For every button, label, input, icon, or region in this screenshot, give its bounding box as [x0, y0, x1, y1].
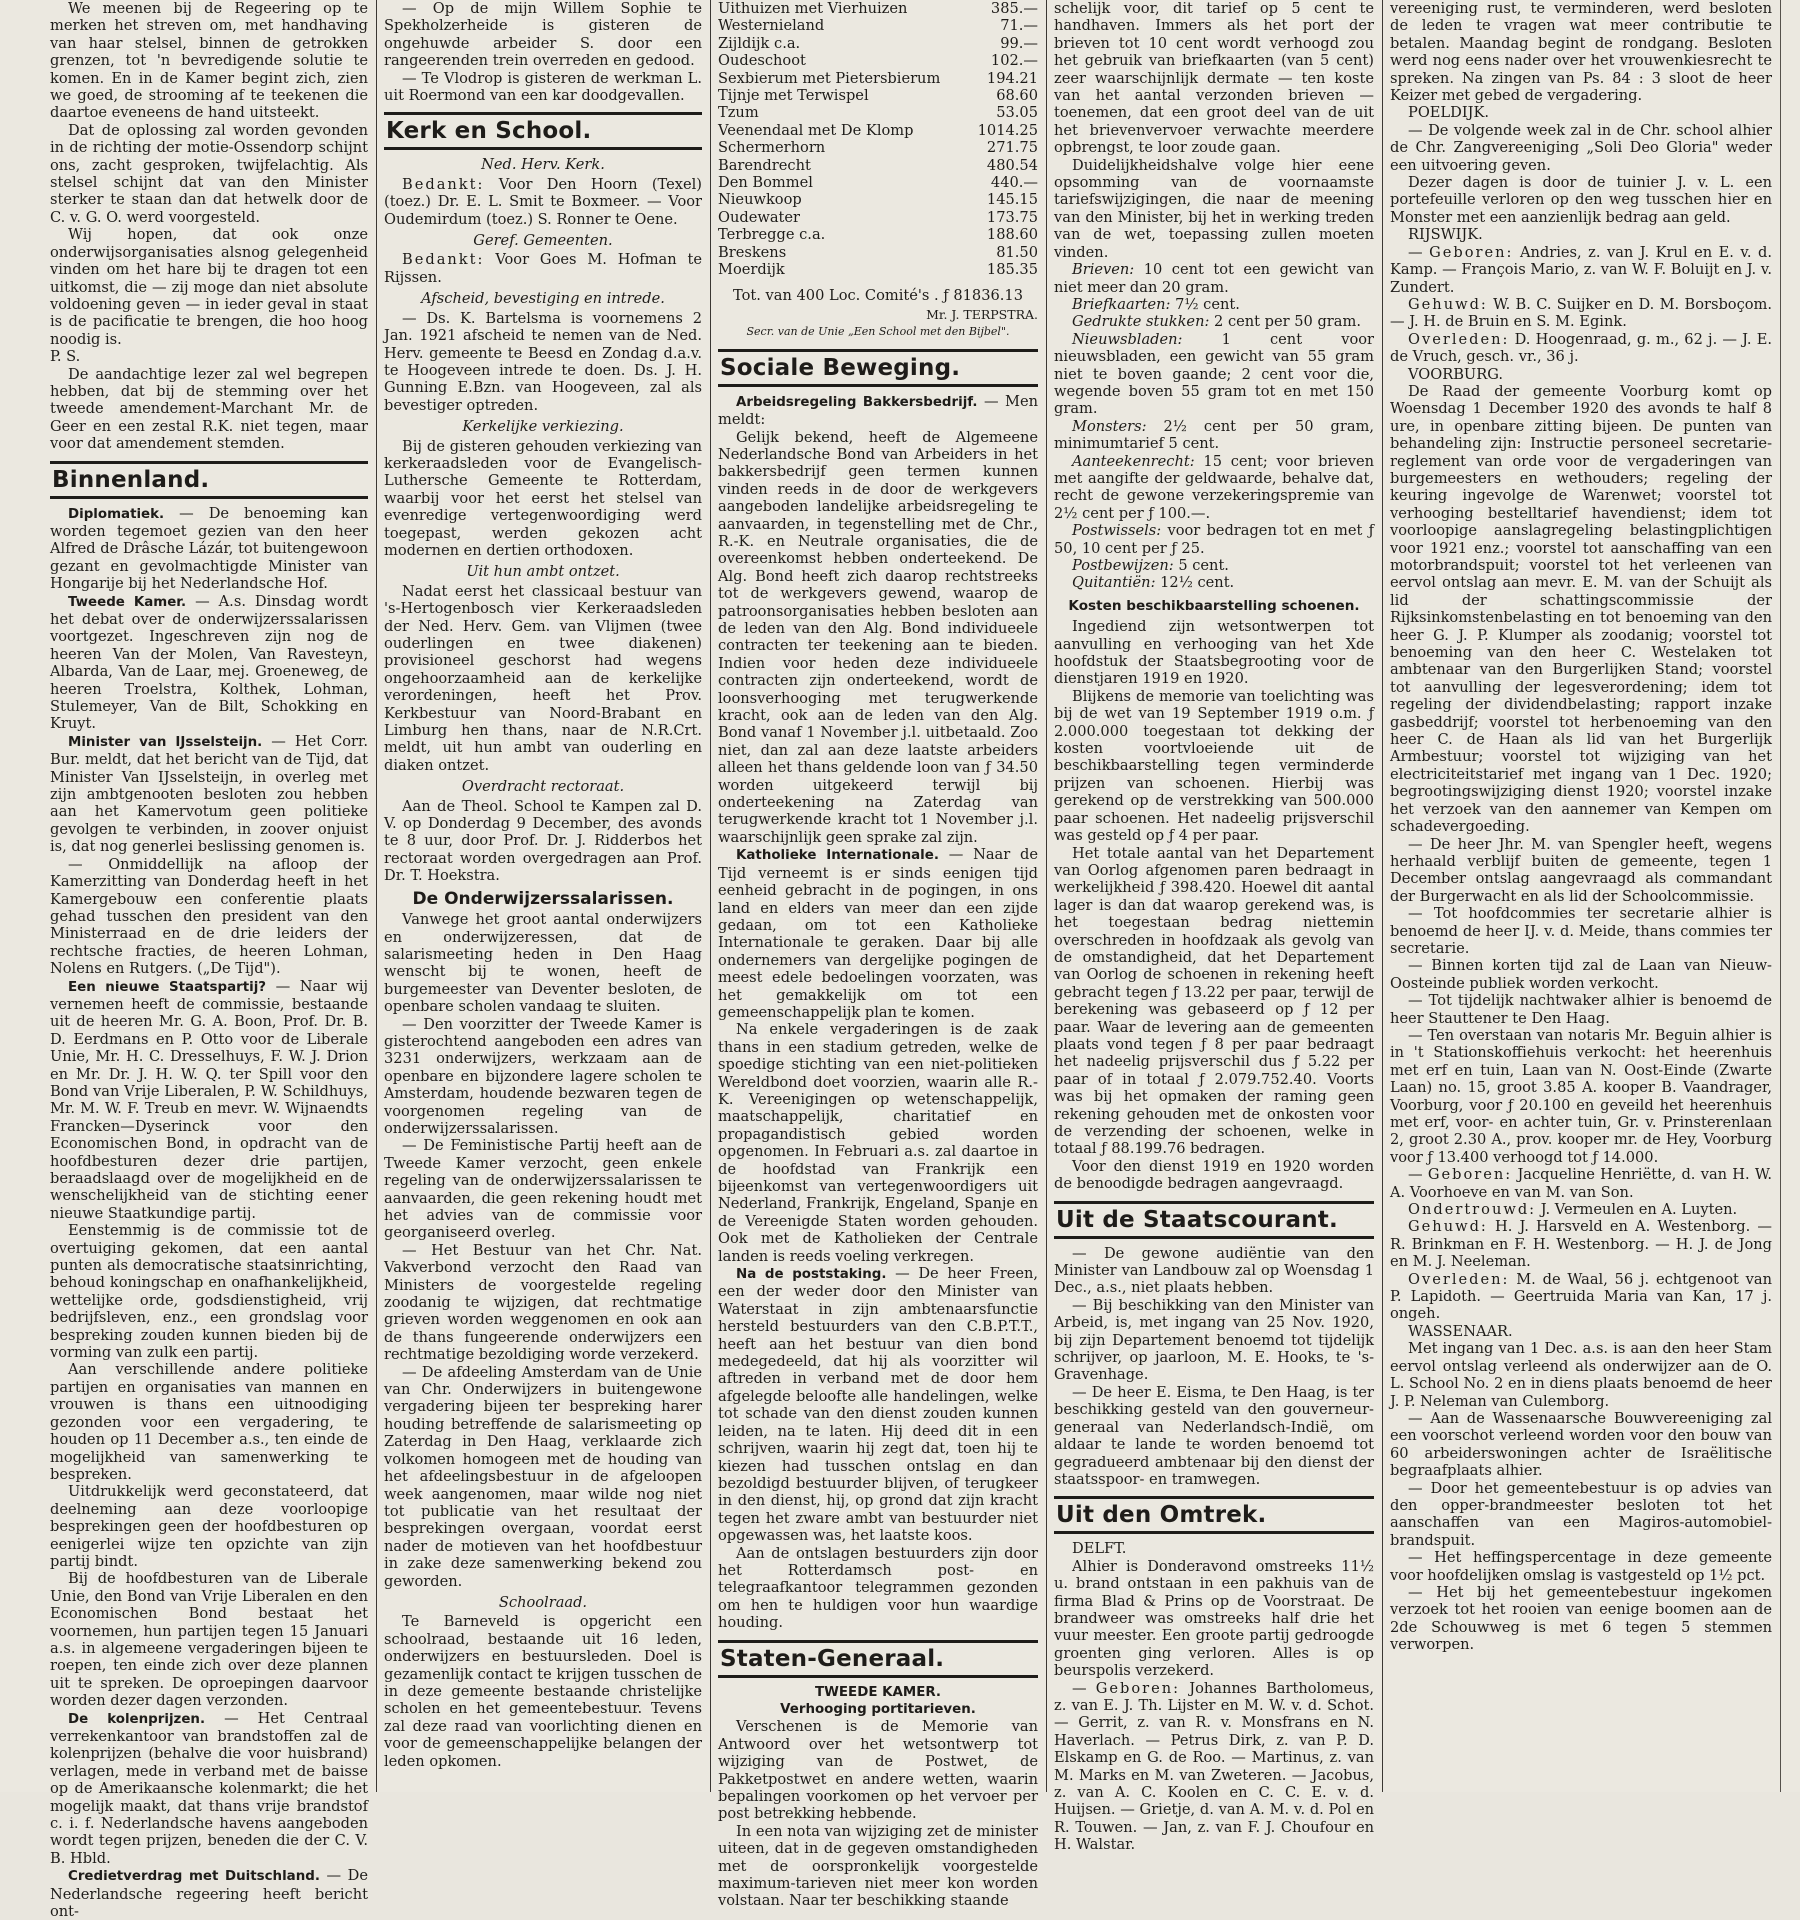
- article-paragraph: Te Barneveld is opgericht een schoolraad, bestaande uit 16 leden, onderwijzers en bestuursleden. Doel is gezamenlijk contact te krijgen tusschen de in deze gemeente bestaande christelijke scholen en het gemeentebestuur. Tevens zal deze raad van voorlichting dienen en voor de gemeenschappelijke belangen der leden opkomen.: [384, 1613, 702, 1770]
- news-item: [50, 856, 368, 978]
- tariff-text: 10 cent tot een gewicht van niet meer dan 20 gram.: [1054, 261, 1374, 296]
- article-paragraph: — Ds. K. Bartelsma is voornemens 2 Jan. 1921 afscheid te nemen van de Ned. Herv. gemeente te Beesd en Zondag d.a.v. te Hoogeveen intrede te doen. Ds. J. H. Gunning E.Bzn. van Hoogeveen, zal als bevestiger optreden.: [384, 309, 702, 414]
- article-paragraph: — Het heffingspercentage in deze gemeente voor hoofdelijken omslag is vastgesteld op 1½ pct.: [1390, 1549, 1772, 1584]
- text: Voor Den Hoorn (Texel) (toez.) Dr. E. L. Smit te Boxmeer. — Voor Oudemirdum (toez.) S. Ronner te Oene.: [384, 175, 702, 228]
- civil-registry: — Geboren: Jacqueline Henriëtte, d. van H. W. A. Voorhoeve en van M. van Son.: [1390, 1166, 1772, 1201]
- text: W. B. C. Suijker en D. M. Borsboçom. — J. H. de Bruin en S. M. Egink.: [1390, 295, 1773, 331]
- item-text: Bij de hoofdbesturen van de Liberale Unie, den Bond van Vrije Liberalen en den Economischen Bond bestaat het voornemen, hun partijen tegen 15 Januari a.s. in algemeene vergaderingen bijeen te roepen, ten einde zich over deze plannen uit te spreken. De oproepingen daarvoor worden dezer dagen verzonden.: [50, 1570, 368, 1710]
- place-label: POELDIJK.: [1408, 104, 1489, 122]
- news-item: [50, 978, 368, 1223]
- subheading: Kerkelijke verkiezing.: [462, 418, 624, 436]
- article-paragraph: — De heer Jhr. M. van Spengler heeft, wegens herhaald verblijf buiten de gemeente, tegen 1 December ontslag aangevraagd als commandant der Burgerwacht en als lid der Schoolcommissie.: [1390, 835, 1772, 905]
- section-title-staten-generaal: Staten-Generaal.: [718, 1640, 1038, 1678]
- tariff-item: [1054, 261, 1374, 296]
- news-item: [718, 429, 1038, 847]
- tariff-label: Postwissels:: [1072, 522, 1162, 540]
- tariff-text: 12½ cent.: [1160, 574, 1235, 592]
- section-title-kerk-en-school: Kerk en School.: [384, 112, 702, 150]
- item-text: — De heer Freen, een der weder door den Minister van Waterstaat in zijn ambtenaarsfunctie hersteld bestuurders van den C.B.P.T.T., heeft aan het bestuur van dien bond medegedeeld, dat hij als voorzitter wil aftreden in verband met de door hem afgelegde beloofte alle handelingen, welke tot schade van den dienst zouden kunnen leiden, na te laten. Hij deed dit in een schrijven, waarin hij zegt dat, toen hij te kiezen had tusschen ontslag en dan bezoldigd bestuurder blijven, of terugkeer in den dienst, hij, op grond dat zijn kracht tegen het zware ambt van bestuurder niet opgewassen was, het laatste koos.: [718, 1265, 1039, 1545]
- col1-top: [50, 0, 368, 348]
- amount: 102.—: [990, 52, 1038, 70]
- article-paragraph: We meenen bij de Regeering op te merken het streven om, met handhaving van haar stelsel, binnen de getrokken grenzen, tot 'n bevredigende solutie te komen. En in de Kamer begint zich, zien we goed, de strooming af te teekenen die daartoe eveneens de hand uitsteekt.: [50, 0, 368, 122]
- item-kicker: De kolenprijzen.: [68, 1711, 206, 1727]
- amount: 440.—: [990, 174, 1038, 192]
- news-item: [50, 593, 368, 733]
- item-text: — De benoeming kan worden tegemoet gezien van den heer Alfred de Drâsche Lázár, tot buitengewoon gezant en gevolmachtigde Minister van Hongarije bij het Nederlandsche Hof.: [50, 504, 368, 593]
- place-name: Oudewater: [718, 208, 801, 226]
- amount: 99.—: [1000, 34, 1038, 52]
- place-name: Terbregge c.a.: [718, 226, 826, 244]
- amount: 53.05: [996, 104, 1038, 122]
- tariff-text: 5 cent.: [1178, 557, 1229, 574]
- signature: Mr. J. TERPSTRA.: [926, 306, 1038, 322]
- amount: 185.35: [986, 261, 1038, 279]
- table-row: [718, 209, 1038, 226]
- news-item: [50, 1222, 368, 1361]
- tariff-item: [1054, 313, 1374, 330]
- subheading: Geref. Gemeenten.: [473, 232, 613, 250]
- text: D. Hoogenraad, g. m., 62 j. — J. E. de Vruch, gesch. vr., 36 j.: [1390, 330, 1772, 366]
- article-paragraph: Wij hopen, dat ook onze onderwijsorganisaties alsnog gelegenheid vinden om het hare bij te dragen tot een uitkomst, die — zij moge dan niet absolute voldoening geven — in ieder geval in staat is de pacificatie te brengen, die hoo hoog noodig is.: [50, 226, 368, 348]
- item-text: — Men meldt:: [718, 392, 1038, 429]
- news-item: [718, 1265, 1038, 1545]
- subheading: Schoolraad.: [498, 1593, 588, 1611]
- article-paragraph: Dat de oplossing zal worden gevonden in de richting der motie-Ossendorp schijnt ons, zacht gesproken, twijfelachtig. Als stelsel schijnt dat van den Minister sterker te staan dan dat hetwelk door de C. v. G. O. werd voorgesteld.: [50, 121, 368, 226]
- article-paragraph: [384, 176, 702, 228]
- section-title-omtrek: Uit den Omtrek.: [1054, 1496, 1374, 1534]
- civil-registry: [1390, 1218, 1772, 1270]
- text: M. de Waal, 56 j. echtgenoot van P. Lapidoth. — Geertruida Maria van Kan, 17 j. ongeh.: [1390, 1270, 1772, 1323]
- article-paragraph: — Ten overstaan van notaris Mr. Beguin alhier is in 't Stationskoffiehuis verkocht: het heerenhuis met erf en tuin, Laan van N. Oost-Einde (Zwarte Laan) no. 15, groot 3.85 A. kooper B. Vaandrager, Voorburg, voor ƒ 20.100 en geveild het heerenhuis met erf, voor- en achter tuin, Gr. v. Prinsterenlaan 2, groot 2.30 A., prov. kooper mr. de Hey, Voorburg voor ƒ 13.400 verhoogd tot ƒ 14.000.: [1390, 1026, 1772, 1166]
- article-paragraph: — Het bij het gemeentebestuur ingekomen verzoek tot het rooien van eenige boomen aan de 2de Schouwweg is met 6 tegen 5 stemmen verworpen.: [1390, 1583, 1772, 1654]
- subheading: Uit hun ambt ontzet.: [466, 563, 620, 581]
- tariff-item: [1054, 453, 1374, 523]
- article-paragraph: — Het Bestuur van het Chr. Nat. Vakverbond verzocht den Raad van Ministers de voorgestelde regeling zoodanig te wijzigen, dat rechtmatige grieven worden weggenomen en ook aan de thans fungeerende onderwijzers een rechtmatige bezoldiging worde verzekerd.: [384, 1241, 702, 1364]
- table-row: [718, 0, 1038, 17]
- tariff-item: [1054, 574, 1374, 591]
- item-text: — Het Corr. Bur. meldt, dat het bericht van de Tijd, dat Minister Van IJsselsteijn, in overleg met zijn ambtgenooten besloten zou hebben aan het Kamervotum geen politieke gevolgen te verbinden, in zoover onjuist is, dat nog generlei beslissing genomen is.: [50, 732, 369, 856]
- place-label: WASSENAAR.: [1408, 1322, 1513, 1340]
- tariff-label: Nieuwsbladen:: [1072, 330, 1183, 348]
- section-title-sociale-beweging: Sociale Beweging.: [718, 349, 1038, 387]
- table-row: [718, 52, 1038, 69]
- news-item: [50, 1867, 368, 1920]
- item-text: Aan de ontslagen bestuurders zijn door het Rotterdamsch post- en telegraafkantoor telegrammen gezonden om hen te huldigen voor hun waardige houding.: [718, 1544, 1038, 1632]
- article-paragraph: Met ingang van 1 Dec. a.s. is aan den heer Stam eervol ontslag verleend als onderwijzer aan de O. L. School No. 2 en in diens plaats benoemd de heer J. P. Neleman van Culemborg.: [1390, 1340, 1772, 1410]
- table-row: [718, 157, 1038, 174]
- ps-text: De aandachtige lezer zal wel begrepen hebben, dat bij de stemming over het tweede amendement-Marchant Mr. de Geer en een zestal R.K. niet tegen, maar voor dat amendement stemden.: [50, 365, 368, 453]
- section-title-staatscourant: Uit de Staatscourant.: [1054, 1201, 1374, 1239]
- label: Overleden:: [1408, 330, 1510, 348]
- table-total: Tot. van 400 Loc. Comité's . ƒ 81836.13: [733, 286, 1023, 304]
- tariff-item: [1054, 331, 1374, 418]
- item-text: — Onmiddellijk na afloop der Kamerzitting van Donderdag heeft in het Kamergebouw een conferentie plaats gehad tusschen den president van den Ministerraad en de drie leiders der rechtsche fracties, de heeren Lohman, Nolens en Rutgers. („De Tijd").: [50, 855, 368, 978]
- text: H. J. Harsveld en A. Westenborg. — R. Brinkman en F. H. Westenborg. — H. J. de Jong en M. J. Neeleman.: [1390, 1218, 1772, 1271]
- label: Geboren:: [1427, 1166, 1513, 1184]
- text: Jacqueline Henriëtte, d. van H. W. A. Voorhoeve en van M. van Son.: [1390, 1166, 1772, 1201]
- tariff-label: Monsters:: [1072, 417, 1147, 435]
- tariff-label: Postbewijzen:: [1072, 557, 1174, 574]
- place-name: Oudeschoot: [718, 52, 806, 70]
- ps-label: P. S.: [50, 348, 81, 366]
- place-name: Sexbierum met Pietersbierum: [718, 69, 941, 87]
- item-kicker: Credietverdrag met Duitschland.: [68, 1869, 320, 1885]
- subheading: Ned. Herv. Kerk.: [481, 156, 605, 174]
- text: Andries, z. van J. Krul en E. v. d. Kamp. — François Mario, z. van W. F. Boluijt en J. v. Zundert.: [1390, 243, 1773, 296]
- label: Gehuwd:: [1408, 295, 1488, 313]
- news-item: [718, 393, 1038, 429]
- label: Bedankt:: [402, 251, 485, 269]
- item-text: — A.s. Dinsdag wordt het debat over de onderwijzerssalarissen voortgezet. Ingeschreven zijn nog de heeren Van der Molen, Van Ravesteyn, Albarda, Van de Laar, mej. Groeneweg, de heeren Troelstra, Kolthek, Lohman, Stulemeyer, Van de Bilt, Schokking en Kruyt.: [50, 592, 368, 733]
- label: Geboren:: [1095, 1679, 1181, 1697]
- tariff-label: Gedrukte stukken:: [1072, 313, 1210, 331]
- table-row: [718, 244, 1038, 261]
- table-row: [718, 104, 1038, 121]
- item-text: Uitdrukkelijk werd geconstateerd, dat deelneming aan deze voorloopige besprekingen geen der hoofdbesturen op eenigerlei wijze ten opzichte van zijn partij bindt.: [50, 1483, 368, 1570]
- table-row: [718, 17, 1038, 34]
- news-item: [718, 1545, 1038, 1632]
- article-paragraph: [384, 251, 702, 286]
- item-text: — De Nederlandsche regeering heeft bericht ont-: [50, 1867, 368, 1920]
- place-name: Tzum: [718, 104, 759, 122]
- article-paragraph: — Op de mijn Willem Sophie te Spekholzerheide is gisteren de ongehuwde arbeider S. door een rangeerenden trein overreden en gedood.: [384, 0, 702, 70]
- amount: 71.—: [1000, 17, 1038, 35]
- tariff-text: 2 cent per 50 gram.: [1214, 313, 1361, 331]
- place-name: Tijnje met Terwispel: [718, 87, 869, 105]
- place-name: Veenendaal met De Klomp: [718, 121, 914, 139]
- article-paragraph: — De Feministische Partij heeft aan de Tweede Kamer verzocht, geen enkele regeling van de onderwijzerssalarissen te aanvaarden, die geen rekening houdt met het advies van de commissie voor georganiseerd overleg.: [384, 1137, 702, 1242]
- text: J. Vermeulen en A. Luyten.: [1540, 1201, 1738, 1219]
- article-paragraph: — De volgende week zal in de Chr. school alhier de Chr. Zangvereeniging „Soli Deo Gloria" weder een uitvoering geven.: [1390, 121, 1772, 174]
- article-paragraph: Alhier is Donderavond omstreeks 11½ u. brand ontstaan in een pakhuis van de firma Blad & Prins op de Voorstraat. De brandweer was omstreeks half drie het vuur meester. Een groote partij gedroogde groenten ging verloren. Alles is op beurspolis verzekerd.: [1054, 1557, 1374, 1680]
- news-item: [718, 1021, 1038, 1265]
- article-paragraph: Duidelijkheidshalve volge hier eene opsomming van de voornaamste tariefswijzigingen, die naar de meening van den Minister, bij het in werking treden van de wet, toepassing zullen moeten vinden.: [1054, 156, 1374, 261]
- article-paragraph: — Tot hoofdcommies ter secretarie alhier is benoemd de heer IJ. v. d. Meide, thans commies ter secretarie.: [1390, 905, 1772, 957]
- news-item: [50, 505, 368, 593]
- amount: 194.21: [986, 69, 1038, 87]
- civil-registry: — Geboren: Andries, z. van J. Krul en E. v. d. Kamp. — François Mario, z. van W. F. Boluijt en J. v. Zundert.: [1390, 243, 1773, 296]
- text: Voor Goes M. Hofman te Rijssen.: [384, 251, 703, 286]
- place-name: Moerdijk: [718, 261, 785, 279]
- amount: 271.75: [986, 139, 1038, 157]
- subheading: Afscheid, bevestiging en intrede.: [421, 290, 665, 308]
- item-text: Na enkele vergaderingen is de zaak thans in een stadium getreden, welke de spoedige stichting van een niet-politieken Wereldbond doet voorzien, waarin alle R.-K. Vereenigingen op wetenschappelijk, maatschappelijk, charitatief en propagandistisch gebied worden opgenomen. In Februari a.s. zal daartoe in de hoofdstad van Frankrijk een bijeenkomst van vertegenwoordigers uit Nederland, Frankrijk, Engeland, Spanje en de Vereenigde Staten worden gehouden. Ook met de Katholieken der Centrale landen is reeds voeling verkregen.: [718, 1021, 1038, 1265]
- tariff-label: Quitantiën:: [1072, 574, 1156, 592]
- column-3: [718, 0, 1039, 1910]
- article-paragraph: Bij de gisteren gehouden verkiezing van kerkeraadsleden voor de Evangelisch-Luthersche Gemeente te Rotterdam, waarbij voor het eerst het stelsel van evenredige vertegenwoordiging werd toegepast, werden gekozen acht modernen en dertien orthodoxen.: [384, 437, 702, 559]
- place-name: Barendrecht: [718, 156, 811, 174]
- place-name: Den Bommel: [718, 174, 813, 192]
- news-item: [718, 846, 1038, 1021]
- section-title-binnenland: Binnenland.: [50, 461, 368, 499]
- tariff-text: 1 cent voor nieuwsbladen, een gewicht van 55 gram niet te boven gaande; 2 cent voor die, wegende boven 55 gram tot en met 150 gram.: [1054, 330, 1374, 418]
- amount: 188.60: [986, 226, 1038, 244]
- amount: 173.75: [986, 208, 1038, 226]
- place-name: Nieuwkoop: [718, 191, 802, 209]
- article-paragraph: schelijk voor, dit tarief op 5 cent te handhaven. Immers als het port der brieven tot 10 cent wordt verhoogd zou het gebruik van briefkaarten (van 5 cent) zeer waarschijnlijk dermate — ten koste van het aantal verzonden brieven — toenemen, dat een groot deel van de uit het brievenvervoer verwachte meerdere opbrengst, te loor zoude gaan.: [1054, 0, 1374, 157]
- column-rule: [710, 0, 711, 1792]
- place-label: DELFT.: [1072, 1540, 1127, 1558]
- place-name: Breskens: [718, 243, 787, 261]
- civil-registry: [1390, 1201, 1772, 1218]
- article-paragraph: De Raad der gemeente Voorburg komt op Woensdag 1 December 1920 des avonds te half 8 ure, in openbare zitting bijeen. De punten van behandeling zijn: Instructie personeel secretarie-reglement van orde voor de vergaderingen van burgemeesters en wethouders; regeling der keuring ingevolge de Warenwet; voorstel tot verhooging bestelltarief havendienst; idem tot voorloopige aanslagregeling belastingplichtigen voor 1921 enz.; voorstel tot aanschaffing van een motorbrandspuit; voorstel tot het verleenen van eervol ontslag aan mevr. E. M. van der Schuijt als lid der schattingscommissie der Rijksinkomstenbelasting en tot benoeming van den heer G. J. P. Klumper als zoodanig; voorstel tot benoeming van den heer C. Westelaken tot ambtenaar van den Burgerlijken Stand; voorstel tot aanvulling der legesverordening; idem tot regeling der dividendbelasting; rapport inzake gasbeddrijf; voorstel tot herbenoeming van den heer C. de Haan als lid van het Burgerlijk Armbestuur; voorstel tot wijziging van het electriciteitstarief met ingang van 1 Dec. 1920; begrootingswijziging dienst 1920; voorstel inzake het verzoek van den aannemer van Kempen om schadevergoeding.: [1390, 382, 1772, 836]
- civil-registry: — Geboren: Johannes Bartholomeus, z. van E. J. Th. Lijster en M. W. v. d. Schot. — Gerrit, z. van R. v. Monsfrans en N. Haverlach. — Petrus Dirk, z. van P. D. Elskamp en G. de Roo. — Martinus, z. van M. Marks en M. van Zweteren. — Jacobus, z. van A. C. Koolen en C. C. E. v. d. Huijsen. — Grietje, d. van A. M. v. d. Pol en R. Touwen. — Jan, z. van F. J. Choufour en H. Walstar.: [1054, 1679, 1374, 1854]
- place-label: VOORBURG.: [1408, 365, 1503, 383]
- tariff-item: [1054, 522, 1374, 557]
- item-text: Gelijk bekend, heeft de Algemeene Nederlandsche Bond van Arbeiders in het bakkersbedrijf geen termen kunnen vinden reeds in de door de werkgevers aangeboden landelijke arbeidsregeling te aanvaarden, in tegenstelling met de Chr., R.-K. en Neutrale organisaties, die de overeenkomst hebben onderteekend. De Alg. Bond heeft zich daarop rechtstreeks tot de werkgevers gewend, waarop de patroonsorganisaties hebben besloten aan de leden van den Alg. Bond individueele contracten ter teekening aan te bieden. Indien voor heden deze individueele contracten zijn onderteekend, wordt de loonsverhooging met terugwerkende kracht, ook aan de leden van den Alg. Bond vanaf 1 November j.l. uitbetaald. Zoo niet, dan zal aan deze laatste arbeiders alleen het thans geldende loon van ƒ 34.50 worden uitgekeerd terwijl bij onderteekening na Zaterdag van terugwerkende kracht tot 1 November j.l. waarschijnlijk geen sprake zal zijn.: [718, 428, 1038, 846]
- item-kicker: Tweede Kamer.: [68, 594, 187, 610]
- article-paragraph: Ingediend zijn wetsontwerpen tot aanvulling en verhooging van het Xde hoofdstuk der Staatsbegrooting voor de dienstjaren 1919 en 1920.: [1054, 618, 1374, 688]
- amount: 385.—: [990, 0, 1038, 17]
- right-margin-rule: [1780, 0, 1781, 1792]
- tariff-item: [1054, 557, 1374, 574]
- subheading-tweede-kamer: TWEEDE KAMER.: [815, 1684, 941, 1700]
- amount: 81.50: [996, 243, 1038, 261]
- article-paragraph: — De heer E. Eisma, te Den Haag, is ter beschikking gesteld van den gouverneur-generaal van Nederlandsch-Indië, om aldaar te lande te worden benoemd tot gegradueerd ambtenaar bij den dienst der staatsspoor- en tramwegen.: [1054, 1383, 1374, 1488]
- article-paragraph: — De afdeeling Amsterdam van de Unie van Chr. Onderwijzers in buitengewone vergadering bijeen ter bespreking harer houding betreffende de salarismeeting op Zaterdag in Den Haag, verklaarde zich volkomen homogeen met de houding van het afdeelingsbestuur in de afgeloopen week aangenomen, maar wilde nog niet tot publicatie van het resultaat der besprekingen overgaan, voordat eerst nader de motieven van het hoofdbestuur in zake deze samenwerking bekend zou geworden.: [384, 1363, 702, 1590]
- article-paragraph: Voor den dienst 1919 en 1920 worden de benoodigde bedragen aangevraagd.: [1054, 1157, 1374, 1193]
- place-name: Uithuizen met Vierhuizen: [718, 0, 908, 17]
- civil-registry: [1390, 296, 1772, 331]
- news-item: [50, 1361, 368, 1483]
- text: Johannes Bartholomeus, z. van E. J. Th. Lijster en M. W. v. d. Schot. — Gerrit, z. van R. v. Monsfrans en N. Haverlach. — Petrus Dirk, z. van P. D. Elskamp en G. de Roo. — Martinus, z. van M. Marks en M. van Zweteren. — Jacobus, z. van A. C. Koolen en C. C. E. v. d. Huijsen. — Grietje, d. van A. M. v. d. Pol en R. Touwen. — Jan, z. van F. J. Choufour en H. Walstar.: [1054, 1679, 1374, 1854]
- label: Gehuwd:: [1408, 1218, 1488, 1236]
- label: Geboren:: [1429, 243, 1514, 261]
- article-paragraph: Verschenen is de Memorie van Antwoord over het wetsontwerp tot wijziging van de Postwet, de Pakketpostwet en andere wetten, waarin bepalingen voorkomen op het vervoer per post betrekking hebbende.: [718, 1718, 1038, 1823]
- news-item: [50, 733, 368, 856]
- article-paragraph: Vanwege het groot aantal onderwijzers en onderwijzeressen, dat de salarismeeting heden in Den Haag wenscht bij te wonen, heeft de burgemeester van Deventer besloten, de openbare scholen vandaag te sluiten.: [384, 911, 702, 1016]
- tariff-text: 15 cent; voor brieven met aangifte der geldwaarde, behalve dat, recht de gewone verzekeringspremie van 2½ cent per ƒ 100.—.: [1054, 452, 1374, 522]
- place-name: Westernieland: [718, 17, 825, 35]
- table-row: [718, 139, 1038, 156]
- article-headline: De Onderwijzerssalarissen.: [412, 888, 674, 909]
- article-paragraph: Het totale aantal van het Departement van Oorlog afgenomen paren bedraagt in werkelijkheid ƒ 398.420. Hoewel dit aantal lager is dan dat waarop gerekend was, is het toegestaan bedrag niettemin overschreden in hoofdzaak als gevolg van de omstandigheid, dat het Departement van Oorlog de schoenen in rekening heeft gebracht tegen ƒ 13.22 per paar, terwijl de berekening was gebaseerd op ƒ 12 per paar. Waar de levering aan de gemeenten plaats vond tegen ƒ 8 per paar bedraagt het nadeelig prijsverschil dus ƒ 5.22 per paar of in totaal ƒ 2.079.752.40. Voorts was bij het opmaken der raming geen rekening gehouden met de onkosten voor de verzending der schoenen, welke in totaal ƒ 88.199.76 bedragen.: [1054, 844, 1374, 1158]
- table-row: [718, 87, 1038, 104]
- article-paragraph: vereeniging rust, te verminderen, werd besloten de leden te vragen wat meer contributie te betalen. Maandag begint de rondgang. Besloten werd nog eens nader over het vrouwenkiesrecht te spreken. Na zingen van Ps. 84 : 3 sloot de heer Keizer met gebed de vergadering.: [1390, 0, 1772, 105]
- article-paragraph: Nadat eerst het classicaal bestuur van 's-Hertogenbosch vier Kerkeraadsleden der Ned. Herv. Gem. van Vlijmen (twee ouderlingen en twee diakenen) provisioneel geschorst had wegens ongehoorzaamheid aan de kerkelijke verordeningen, heeft het Prov. Kerkbestuur van Noord-Brabant en Limburg hen thans, naar de N.R.Crt. meldt, uit hun ambt van ouderling en diaken ontzet.: [384, 582, 702, 774]
- article-paragraph: — Tot tijdelijk nachtwaker alhier is benoemd de heer Stauttener te Den Haag.: [1390, 992, 1772, 1027]
- place-name: Zijldijk c.a.: [718, 34, 801, 52]
- amount: 68.60: [996, 87, 1038, 105]
- news-item: [50, 1710, 368, 1868]
- amount: 480.54: [986, 156, 1038, 174]
- item-text: Eenstemmig is de commissie tot de overtuiging gekomen, dat een aantal punten als democratische staatsinrichting, behoud koningschap en onafhankelijkheid, wettelijke orde, godsdienstigheid, vrij bedrijfsleven, enz., een grondslag voor bespreking zouden kunnen bieden bij de vorming van zulk een partij.: [50, 1222, 368, 1362]
- table-row: [718, 226, 1038, 243]
- table-row: [718, 261, 1038, 278]
- table-row: [718, 191, 1038, 208]
- item-kicker: Na de poststaking.: [736, 1267, 887, 1283]
- item-text: — Naar de Tijd verneemt is er sinds eenigen tijd eenheid gebracht in de pogingen, in ons land en elders van meer dan een zijde gedaan, om tot een Katholieke Internationale te geraken. Daar bij alle ondernemers van dergelijke pogingen de meest edele bedoelingen voorzaten, was het gemakkelijk om tot een gemeenschappelijk plan te komen.: [718, 846, 1038, 1021]
- tariff-label: Aanteekenrecht:: [1072, 452, 1195, 470]
- item-text: Aan verschillende andere politieke partijen en organisaties van mannen en vrouwen is thans een uitnoodiging gezonden voor een vergadering, te houden op 11 December a.s., ten einde de mogelijkheid van samenwerking te bespreken.: [50, 1361, 368, 1483]
- label: Bedankt:: [402, 175, 485, 193]
- article-paragraph: Aan de Theol. School te Kampen zal D. V. op Donderdag 9 December, des avonds te 8 uur, door Prof. Dr. J. Ridderbos het rectoraat worden overgedragen aan Prof. Dr. T. Hoekstra.: [384, 797, 702, 885]
- article-paragraph: — Binnen korten tijd zal de Laan van Nieuw-Oosteinde publiek worden verkocht.: [1390, 957, 1772, 992]
- news-item: [50, 1483, 368, 1570]
- item-kicker: Een nieuwe Staatspartij?: [68, 979, 267, 995]
- item-kicker: Minister van IJsselsteijn.: [68, 734, 263, 750]
- article-headline: Kosten beschikbaarstelling schoenen.: [1068, 597, 1360, 614]
- table-row: [718, 122, 1038, 139]
- tariff-item: [1054, 418, 1374, 453]
- amount: 1014.25: [977, 121, 1038, 139]
- label: Ondertrouwd:: [1408, 1201, 1537, 1219]
- amount: 145.15: [986, 191, 1038, 209]
- article-paragraph: — Bij beschikking van den Minister van Arbeid, is, met ingang van 25 Nov. 1920, bij zijn Departement benoemd tot tijdelijk schrijver, op jaarloon, M. E. Hooks, te 's-Gravenhage.: [1054, 1296, 1374, 1384]
- article-paragraph: In een nota van wijziging zet de minister uiteen, dat in de gegeven omstandigheden met de oorspronkelijk voorgestelde maximum-tarieven niet meer kon worden volstaan. Naar ter beschikking staande: [718, 1822, 1038, 1910]
- column-4: [1054, 0, 1375, 1854]
- place-label: RIJSWIJK.: [1408, 226, 1483, 244]
- place-name: Schermerhorn: [718, 139, 826, 157]
- column-rule: [1382, 0, 1383, 1792]
- tariff-text: 2½ cent per 50 gram, minimumtarief 5 cent.: [1054, 417, 1374, 453]
- article-paragraph: — Te Vlodrop is gisteren de werkman L. uit Roermond van een kar doodgevallen.: [384, 69, 702, 105]
- tariff-text: voor bedragen tot en met ƒ 50, 10 cent per ƒ 25.: [1054, 522, 1375, 557]
- column-1: [50, 0, 369, 1920]
- civil-registry: [1390, 331, 1772, 366]
- item-text: — Het Centraal verrekenkantoor van brandstoffen zal de kolenprijzen (behalve die voor huisbrand) verlagen, mede in verband met de baisse op de Amerikaansche kolenmarkt; die het mogelijk maakt, dat thans vrije brandstof c. i. f. Nederlandsche havens aangeboden wordt tegen prijzen, beneden die der C. V. B. Hbld.: [50, 1709, 368, 1867]
- article-paragraph: — Aan de Wassenaarsche Bouwvereeniging zal een voorschot verleend worden voor den bouw van 60 arbeiderswoningen achter de Israëlitische begraafplaats alhier.: [1390, 1409, 1772, 1480]
- item-kicker: Arbeidsregeling Bakkersbedrijf.: [736, 394, 978, 410]
- committee-contributions-table: [718, 0, 1038, 279]
- column-rule: [376, 0, 377, 1792]
- item-text: — Naar wij vernemen heeft de commissie, bestaande uit de heeren Mr. G. A. Boon, Prof. Dr. B. D. Eerdmans en P. Otto voor de Liberale Unie, Mr. H. C. Dresselhuys, F. W. J. Drion en Mr. Dr. J. H. W. Q. ter Spill voor den Bond van Vrije Liberalen, P. W. Schildhuys, Mr. M. W. F. Treub en mevr. W. Wijnaendts Francken—Dyserinck voor den Economischen Bond, in opdracht van de hoofdbesturen dezer drie partijen, beraadslaagd over de mogelijkheid en de wenschelijkheid van de stichting eener nieuwe Staatkundige partij.: [50, 977, 369, 1222]
- signature-note: Secr. van de Unie „Een School met den Bijbel".: [746, 325, 1010, 339]
- label: Overleden:: [1408, 1270, 1510, 1288]
- article-paragraph: — Den voorzitter der Tweede Kamer is gisterochtend aangeboden een adres van 3231 onderwijzers, werkzaam aan de openbare en bijzondere lagere scholen te Amsterdam, houdende bezwaren tegen de voorgenomen regeling van de onderwijzerssalarissen.: [384, 1015, 702, 1137]
- column-2: [384, 0, 702, 1792]
- civil-registry: [1390, 1271, 1772, 1323]
- column-5: [1390, 0, 1772, 1792]
- article-paragraph: — Door het gemeentebestuur is op advies van den opper-brandmeester besloten tot het aanschaffen van een Magiros-automobiel-brandspuit.: [1390, 1479, 1772, 1549]
- subheading-verhooging: Verhooging portitarieven.: [780, 1701, 976, 1717]
- tariff-label: Briefkaarten:: [1072, 295, 1171, 313]
- item-kicker: Diplomatiek.: [68, 506, 165, 522]
- table-row: [718, 174, 1038, 191]
- subheading: Overdracht rectoraat.: [461, 778, 625, 796]
- article-paragraph: — De gewone audiëntie van den Minister van Landbouw zal op Woensdag 1 Dec., a.s., niet plaats hebben.: [1054, 1244, 1374, 1297]
- table-row: [718, 70, 1038, 87]
- tariff-text: 7½ cent.: [1175, 295, 1240, 313]
- article-paragraph: Dezer dagen is door de tuinier J. v. L. een portefeuille verloren op den weg tusschen hier en Monster met een aanzienlijk bedrag aan geld.: [1390, 174, 1772, 226]
- table-row: [718, 35, 1038, 52]
- news-item: [50, 1570, 368, 1709]
- tariff-item: [1054, 296, 1374, 313]
- column-rule: [1046, 0, 1047, 1792]
- item-kicker: Katholieke Internationale.: [736, 848, 939, 864]
- tariff-label: Brieven:: [1072, 261, 1135, 279]
- article-paragraph: Blijkens de memorie van toelichting was bij de wet van 19 September 1919 o.m. ƒ 2.000.000 toegestaan tot dekking der kosten voortvloeiende uit de beschikbaarstelling tegen verminderde prijzen van schoenen. Hierbij was gerekend op de verstrekking van 500.000 paar schoenen. Het nadeelig prijsverschil was gesteld op ƒ 4 per paar.: [1054, 687, 1374, 845]
